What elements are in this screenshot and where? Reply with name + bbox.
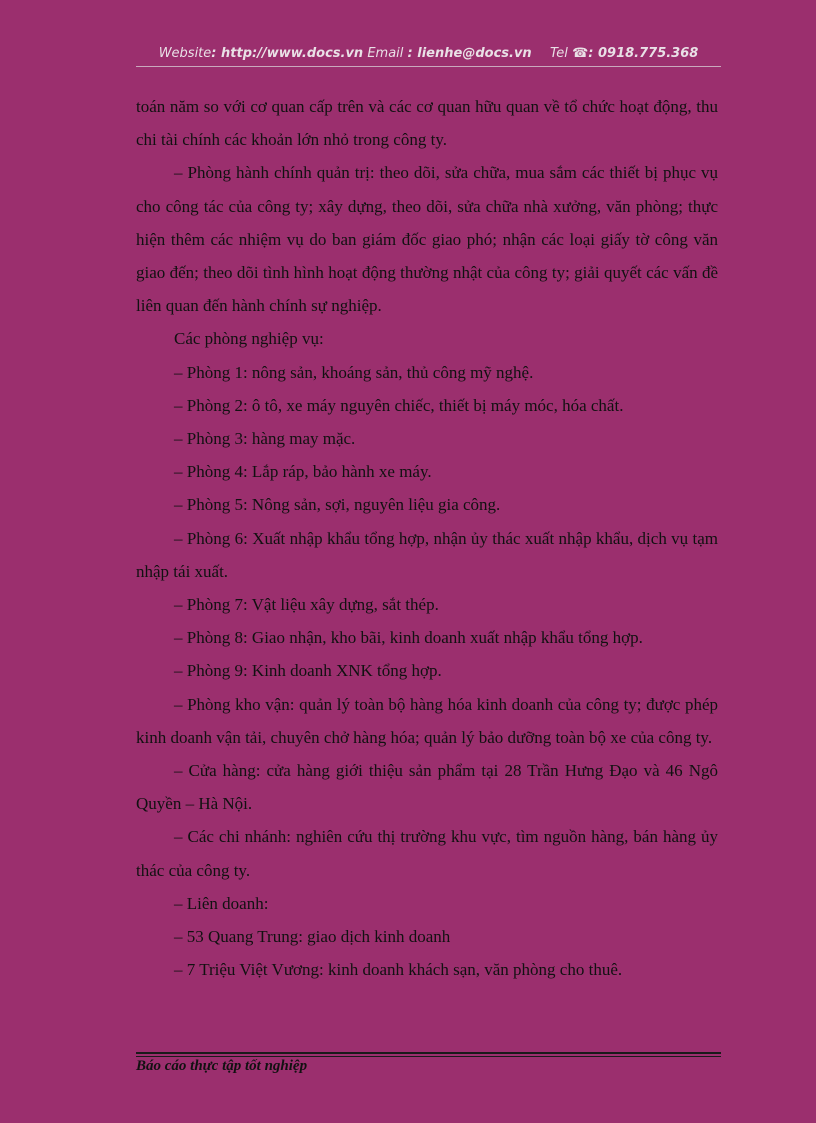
paragraph: – Phòng 6: Xuất nhập khẩu tổng hợp, nhận ủy thác xuất nhập khẩu, dịch vụ tạm nhập tái xuất. <box>136 528 718 581</box>
paragraph: – Phòng 4: Lắp ráp, bảo hành xe máy. <box>174 462 432 482</box>
page-header <box>136 46 721 61</box>
paragraph: – Phòng 3: hàng may mặc. <box>174 429 356 449</box>
footer-divider-thick <box>136 1052 721 1054</box>
website-url: : http://www.docs.vn <box>211 46 364 61</box>
footer-divider-thin <box>136 1056 721 1057</box>
paragraph: – Phòng 7: Vật liệu xây dựng, sắt thép. <box>174 595 439 615</box>
website-label: Website <box>158 46 212 61</box>
paragraph: – Các chi nhánh: nghiên cứu thị trường khu vực, tìm nguồn hàng, bán hàng ủy thác của công ty. <box>136 827 718 880</box>
paragraph: – Phòng 5: Nông sản, sợi, nguyên liệu gia công. <box>174 495 501 515</box>
paragraph: – 53 Quang Trung: giao dịch kinh doanh <box>174 927 451 947</box>
paragraph: – Phòng 1: nông sản, khoáng sản, thủ công mỹ nghệ. <box>174 362 534 382</box>
paragraph: – Phòng hành chính quản trị: theo dõi, sửa chữa, mua sắm các thiết bị phục vụ cho công tác của công ty; xây dựng, theo dõi, sửa chữa nhà xưởng, văn phòng; thực hiện thêm các nhiệm vụ do ban giám đốc giao phó; nhận các loại giấy tờ công văn giao đến; theo dõi tình hình hoạt động thường nhật của công ty; giải quyết các vấn đề liên quan đến hành chính sự nghiệp. <box>136 163 718 316</box>
tel-value: ☎: 0918.775.368 <box>572 46 699 61</box>
paragraph: Các phòng nghiệp vụ: <box>174 329 324 349</box>
paragraph: – Cửa hàng: cửa hàng giới thiệu sản phẩm tại 28 Trần Hưng Đạo và 46 Ngô Quyền – Hà Nội. <box>136 761 718 814</box>
paragraph: – Phòng 8: Giao nhận, kho bãi, kinh doanh xuất nhập khẩu tổng hợp. <box>174 628 643 648</box>
footer-title: Báo cáo thực tập tốt nghiệp <box>136 1058 308 1074</box>
paragraph: – Phòng 2: ô tô, xe máy nguyên chiếc, thiết bị máy móc, hóa chất. <box>174 395 624 415</box>
paragraph: – Phòng 9: Kinh doanh XNK tổng hợp. <box>174 661 442 681</box>
paragraph: – Phòng kho vận: quản lý toàn bộ hàng hóa kinh doanh của công ty; được phép kinh doanh vận tải, chuyên chở hàng hóa; quản lý bảo dưỡng toàn bộ xe của công ty. <box>136 694 718 747</box>
paragraph: toán năm so với cơ quan cấp trên và các cơ quan hữu quan về tổ chức hoạt động, thu chi tài chính các khoản lớn nhỏ trong công ty. <box>136 97 718 150</box>
email-label: Email <box>367 46 404 61</box>
paragraph: – 7 Triệu Việt Vương: kinh doanh khách sạn, văn phòng cho thuê. <box>174 960 623 980</box>
header-divider <box>136 66 721 67</box>
body-text <box>136 90 718 986</box>
tel-label: Tel <box>549 46 568 61</box>
email-value: : lienhe@docs.vn <box>407 46 532 61</box>
paragraph: – Liên doanh: <box>174 893 269 913</box>
